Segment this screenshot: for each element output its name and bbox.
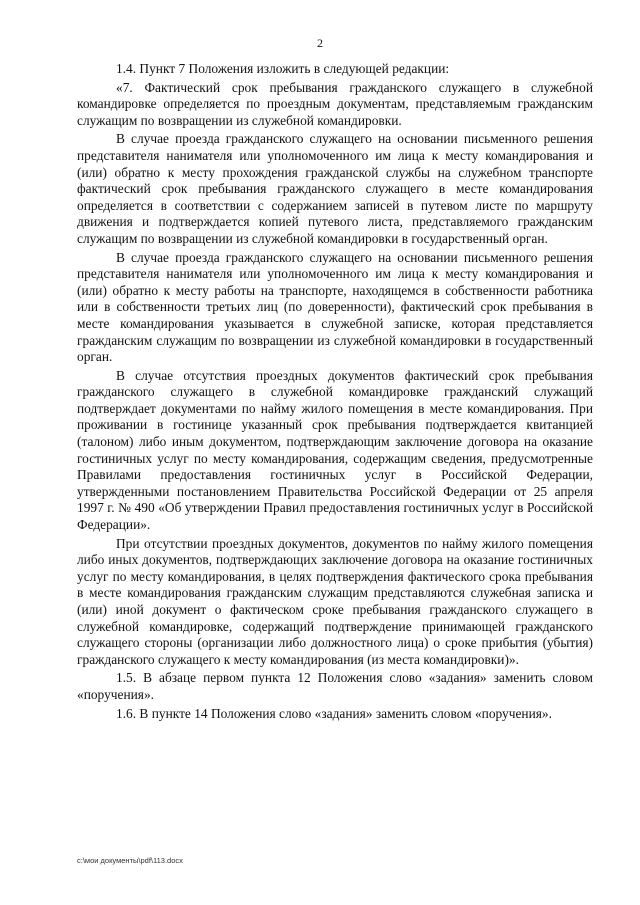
paragraph-1-6: 1.6. В пункте 14 Положения слово «задания» заменить словом «поручения».: [116, 705, 552, 721]
paragraph-own-transport: В случае проезда гражданского служащего на основании письменного решения представителя нанимателя или уполномоченного им лица к месту командирования и (или) обратно к месту работы на транспорте, находящемся в собственности работника или в собственности третьих лиц (по доверенности), фактический срок пребывания в месте командирования указывается в служебной записке, которая представляется гражданским служащим по возвращении из служебной командировки в государственный орган.: [77, 249, 593, 365]
paragraph-1-5: 1.5. В абзаце первом пункта 12 Положения слово «задания» заменить словом «поручения».: [77, 670, 593, 702]
paragraph-1-4: 1.4. Пункт 7 Положения изложить в следующей редакции:: [116, 61, 450, 76]
paragraph-point-7: «7. Фактический срок пребывания гражданского служащего в служебной командировке определяется по проездным документам, представляемым гражданским служащим по возвращении из служебной командировки.: [77, 79, 593, 128]
footer-file-path: c:\мои документы\pdf\113.docx: [77, 856, 183, 865]
page-number: 2: [317, 36, 323, 50]
document-body: [77, 61, 593, 724]
paragraph-no-travel-docs: В случае отсутствия проездных документов фактический срок пребывания гражданского служащего в служебной командировке гражданский служащий подтверждает документами по найму жилого помещения в месте командирования. При проживании в гостинице указанный срок пребывания подтверждается квитанцией (талоном) либо иным документом, подтверждающим заключение договора на оказание гостиничных услуг по месту командирования, содержащим сведения, предусмотренные Правилами предоставления гостиничных услуг в Российской Федерации, утвержденными постановлением Правительства Российской Федерации от 25 апреля 1997 г. № 490 «Об утверждении Правил предоставления гостиничных услуг в Российской Федерации».: [77, 367, 593, 533]
paragraph-no-documents: При отсутствии проездных документов, документов по найму жилого помещения либо иных документов, подтверждающих заключение договора на оказание гостиничных услуг по месту командирования, в целях подтверждения фактического срока пребывания в месте командирования гражданским служащим представляются служебная записка и (или) иной документ о фактическом сроке пребывания гражданского служащего в служебной командировке, содержащий подтверждение принимающей гражданского служащего стороны (организации либо должностного лица) о сроке прибытия (убытия) гражданского служащего к месту командирования (из места командировки)».: [77, 535, 593, 667]
paragraph-service-transport: В случае проезда гражданского служащего на основании письменного решения представителя нанимателя или уполномоченного им лица к месту командирования и (или) обратно к месту прохождения гражданской службы на служебном транспорте фактический срок пребывания гражданского служащего в месте командирования определяется в соответствии с содержанием записей в путевом листе по маршруту движения и подтверждается копией путевого листа, представляемого гражданским служащим по возвращении из служебной командировки в государственный орган.: [77, 131, 593, 246]
